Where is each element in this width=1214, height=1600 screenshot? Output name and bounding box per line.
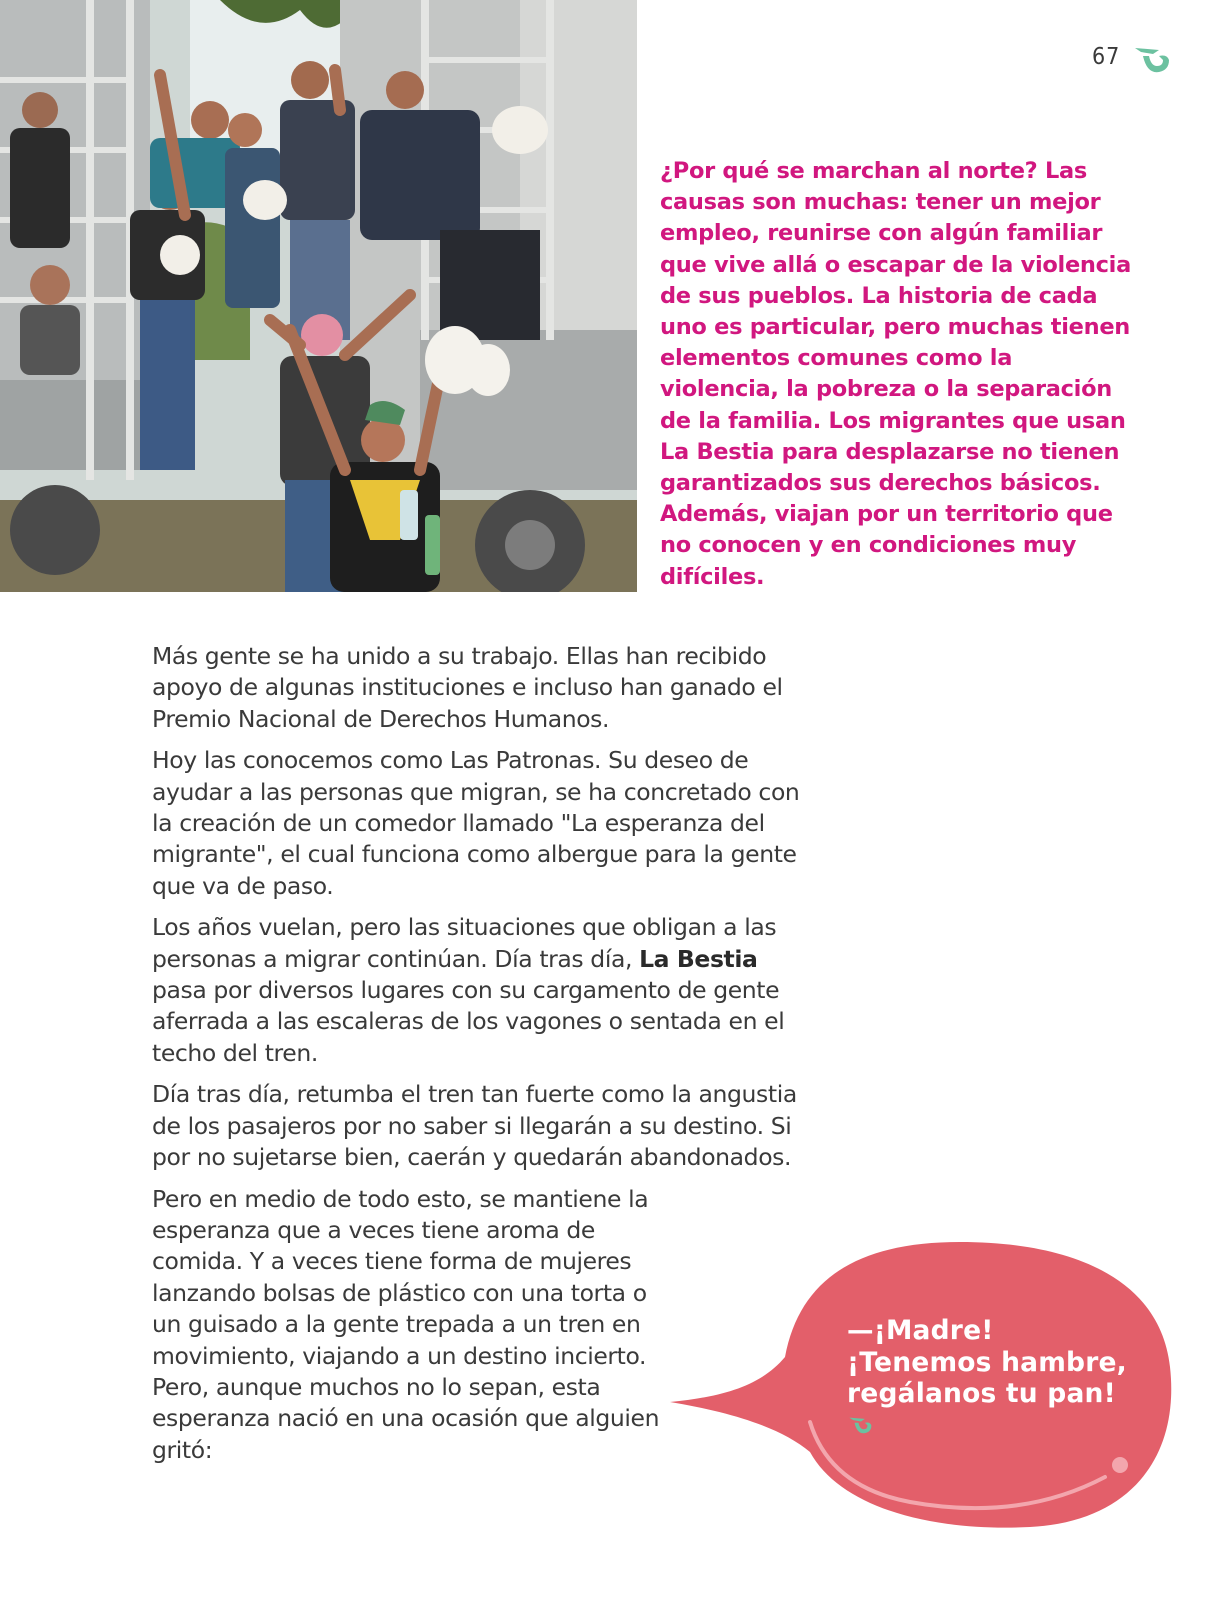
speech-bubble-text: [847, 1315, 1147, 1441]
paragraph-3-start: Los años vuelan, pero las situaciones que obligan a las personas a migrar continúan. Día tras día,: [152, 913, 777, 973]
paragraph-3-end: pasa por diversos lugares con su cargamento de gente aferrada a las escaleras de los vagones o sentada en el techo del tren.: [152, 976, 785, 1067]
paragraph-2: Hoy las conocemos como Las Patronas. Su deseo de ayudar a las personas que migran, se ha concretado con la creación de un comedor llamado "La esperanza del migrante", el cual funciona como albergue para la gente que va de paso.: [152, 746, 800, 900]
paragraph-4: Día tras día, retumba el tren tan fuerte como la angustia de los pasajeros por no saber si llegarán a su destino. Si por no sujetarse bien, caerán y quedarán abandonados.: [152, 1080, 797, 1172]
page-number: 67: [1092, 44, 1121, 70]
book-logo-icon: [1133, 44, 1173, 78]
photo-caption: ¿Por qué se marchan al norte? Las causas son muchas: tener un mejor empleo, reunirse con algún familiar que vive allá o escapar de la violencia de sus pueblos. La historia de cada uno es particular, pero muchas tienen elementos comunes como la violencia, la pobreza o la separación de la familia. Los migrantes que usan La Bestia para desplazarse no tienen garantizados sus derechos básicos. Además, viajan por un territorio que no conocen y en condiciones muy difíciles.: [660, 158, 1131, 590]
book-logo-mini-icon: [847, 1415, 875, 1437]
paragraph-3: [152, 912, 812, 1069]
speech-bubble-quote: —¡Madre! ¡Tenemos hambre, regálanos tu pan!: [847, 1315, 1127, 1409]
paragraph-5: Pero en medio de todo esto, se mantiene la esperanza que a veces tiene aroma de comida. Y a veces tiene forma de mujeres lanzando bolsas de plástico con una torta o un guisado a la gente trepada a un tren en movimiento, viajando a un destino incierto. Pero, aunque muchos no lo sepan, esta esperanza nació en una ocasión que alguien gritó:: [152, 1184, 660, 1464]
la-bestia-term: La Bestia: [639, 944, 758, 973]
migrants-train-photo: [0, 0, 637, 592]
paragraph-1: Más gente se ha unido a su trabajo. Ellas han recibido apoyo de algunas instituciones e incluso han ganado el Premio Nacional de Derechos Humanos.: [152, 642, 783, 733]
migrants-train-illustration: [0, 0, 637, 592]
